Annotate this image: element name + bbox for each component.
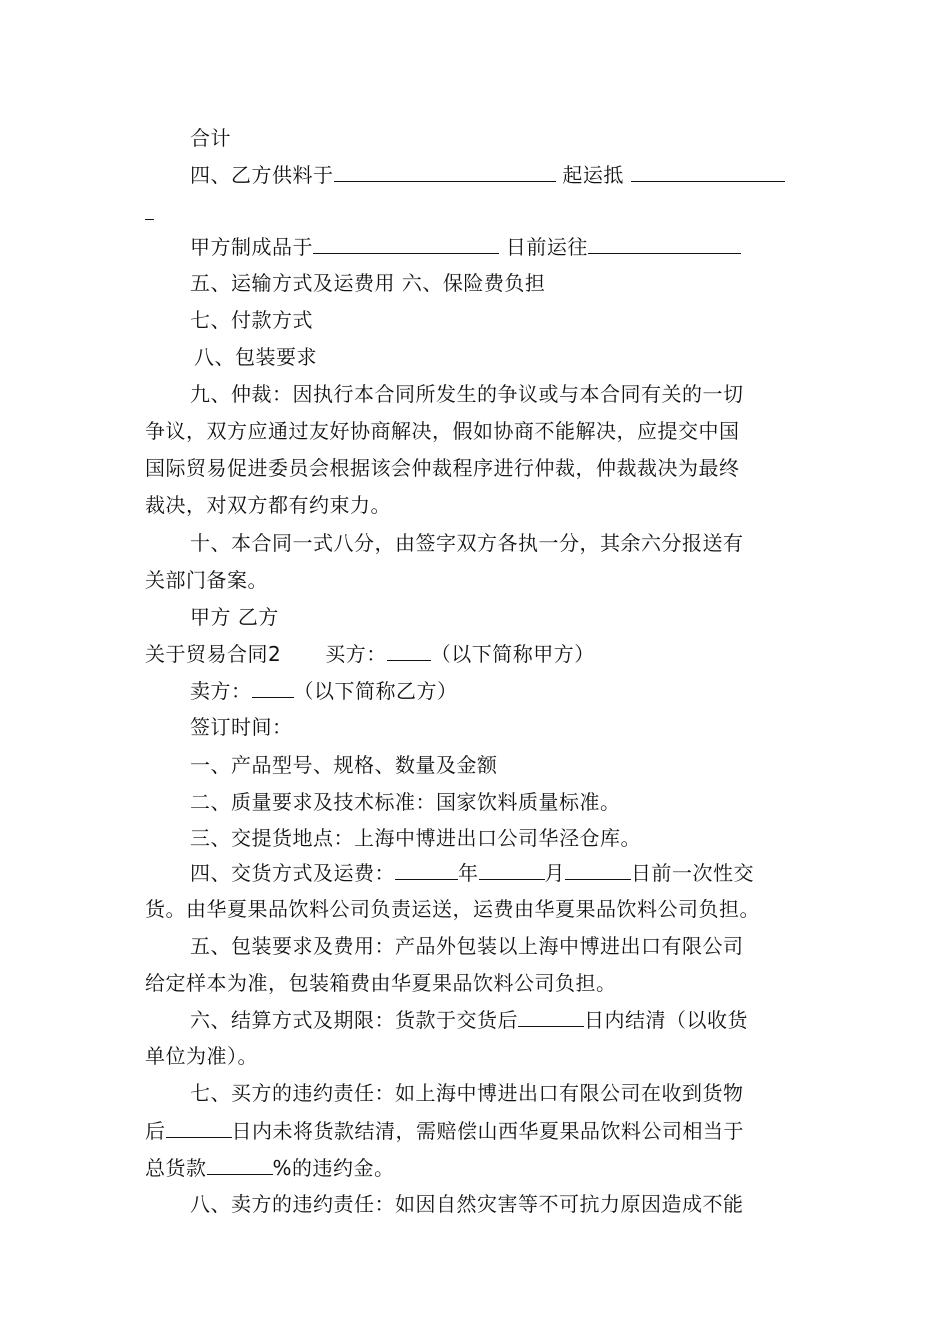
fill-blank — [207, 1154, 273, 1175]
clause-text: 总货款 — [145, 1156, 207, 1180]
clause-text: 单位为准）。 — [145, 1044, 258, 1068]
text-line — [190, 125, 231, 151]
fill-blank — [334, 161, 556, 182]
clause-text: 国际贸易促进委员会根据该会仲裁程序进行仲裁，仲裁裁决为最终 — [145, 456, 740, 480]
clause-text: 年 — [458, 861, 479, 885]
text-line — [190, 307, 313, 333]
clause-text: 月 — [544, 861, 565, 885]
buyer-label: 买方： — [325, 642, 387, 666]
clause-text: 给定样本为准，包装箱费由华夏果品饮料公司负担。 — [145, 971, 617, 995]
clause-text: 八、卖方的违约责任：如因自然灾害等不可抗力原因造成不能 — [190, 1192, 744, 1216]
clause-text: 关部门备案。 — [145, 568, 268, 592]
clause-text: 六、结算方式及期限：货款于交货后 — [190, 1008, 518, 1032]
text-line — [145, 199, 154, 226]
fill-blank — [252, 677, 294, 698]
clause-text: 日内未将货款结清，需赔偿山西华夏果品饮料公司相当于 — [231, 1119, 744, 1143]
text-line — [190, 752, 498, 778]
clause-text: 七、付款方式 — [190, 308, 313, 332]
clause-text: 七、买方的违约责任：如上海中博进出口有限公司在收到货物 — [190, 1081, 744, 1105]
text-line — [190, 825, 641, 851]
text-line — [190, 789, 621, 815]
fill-blank — [518, 1006, 584, 1027]
text-line — [145, 640, 595, 667]
text-line — [145, 970, 617, 996]
clause-text: 五、运输方式及运费用 六、保险费负担 — [190, 271, 546, 295]
text-line — [190, 1006, 748, 1033]
clause-text: 四、乙方供料于 — [190, 163, 334, 187]
text-line — [145, 1154, 395, 1181]
clause-text: 四、交货方式及运费： — [190, 861, 395, 885]
text-line — [190, 714, 293, 740]
clause-text: 五、包装要求及费用：产品外包装以上海中博进出口有限公司 — [190, 934, 744, 958]
text-line — [190, 233, 741, 260]
clause-text: 日前一次性交 — [631, 861, 754, 885]
text-line — [190, 677, 458, 704]
clause-text: 起运抵 — [562, 163, 624, 187]
fill-blank — [588, 233, 741, 254]
clause-text: 九、仲裁：因执行本合同所发生的争议或与本合同有关的一切 — [190, 382, 744, 406]
total-label: 合计 — [190, 126, 231, 150]
fill-blank — [631, 161, 785, 182]
fill-blank — [166, 1117, 232, 1138]
fill-blank — [145, 199, 154, 220]
text-line — [145, 567, 268, 593]
clause-text: 后 — [145, 1119, 166, 1143]
clause-text: （以下简称乙方） — [293, 679, 458, 703]
clause-text: 日内结清（以收货 — [584, 1008, 748, 1032]
clause-text: %的违约金。 — [272, 1156, 395, 1180]
clause-text: 一、产品型号、规格、数量及金额 — [190, 753, 498, 777]
fill-blank — [565, 859, 631, 880]
text-line — [190, 270, 545, 296]
section-title: 关于贸易合同2 — [145, 642, 282, 666]
text-line — [190, 381, 744, 407]
clause-text: （以下简称甲方） — [430, 642, 595, 666]
clause-text: 日前运往 — [505, 235, 588, 259]
text-line — [190, 1191, 744, 1217]
clause-text: 甲方制成品于 — [190, 235, 313, 259]
clause-text: 货。由华夏果品饮料公司负责运送，运费由华夏果品饮料公司负担。 — [145, 897, 760, 921]
fill-blank — [479, 859, 545, 880]
clause-text: 十、本合同一式八分，由签字双方各执一分，其余六分报送有 — [190, 531, 744, 555]
text-line — [190, 530, 744, 556]
signature-parties: 甲方 乙方 — [190, 605, 279, 629]
signing-time-label: 签订时间： — [190, 715, 293, 739]
clause-text: 八、包装要求 — [194, 345, 317, 369]
text-line — [145, 1117, 744, 1144]
text-line — [190, 1080, 744, 1106]
fill-blank — [395, 859, 458, 880]
clause-text: 裁决，对双方都有约束力。 — [145, 493, 391, 517]
clause-text: 二、质量要求及技术标准：国家饮料质量标准。 — [190, 790, 621, 814]
text-line — [145, 492, 391, 518]
text-line — [190, 859, 754, 886]
text-line — [145, 455, 740, 481]
fill-blank — [387, 640, 431, 661]
text-line — [190, 161, 785, 188]
text-line — [190, 604, 279, 630]
text-line — [190, 933, 744, 959]
clause-text: 三、交提货地点：上海中博进出口公司华泾仓库。 — [190, 826, 641, 850]
clause-text: 争议，双方应通过友好协商解决，假如协商不能解决，应提交中国 — [145, 419, 740, 443]
text-line — [194, 344, 317, 370]
fill-blank — [313, 233, 499, 254]
seller-label: 卖方： — [190, 679, 252, 703]
text-line — [145, 1043, 258, 1069]
text-line — [145, 896, 760, 922]
text-line — [145, 418, 740, 444]
